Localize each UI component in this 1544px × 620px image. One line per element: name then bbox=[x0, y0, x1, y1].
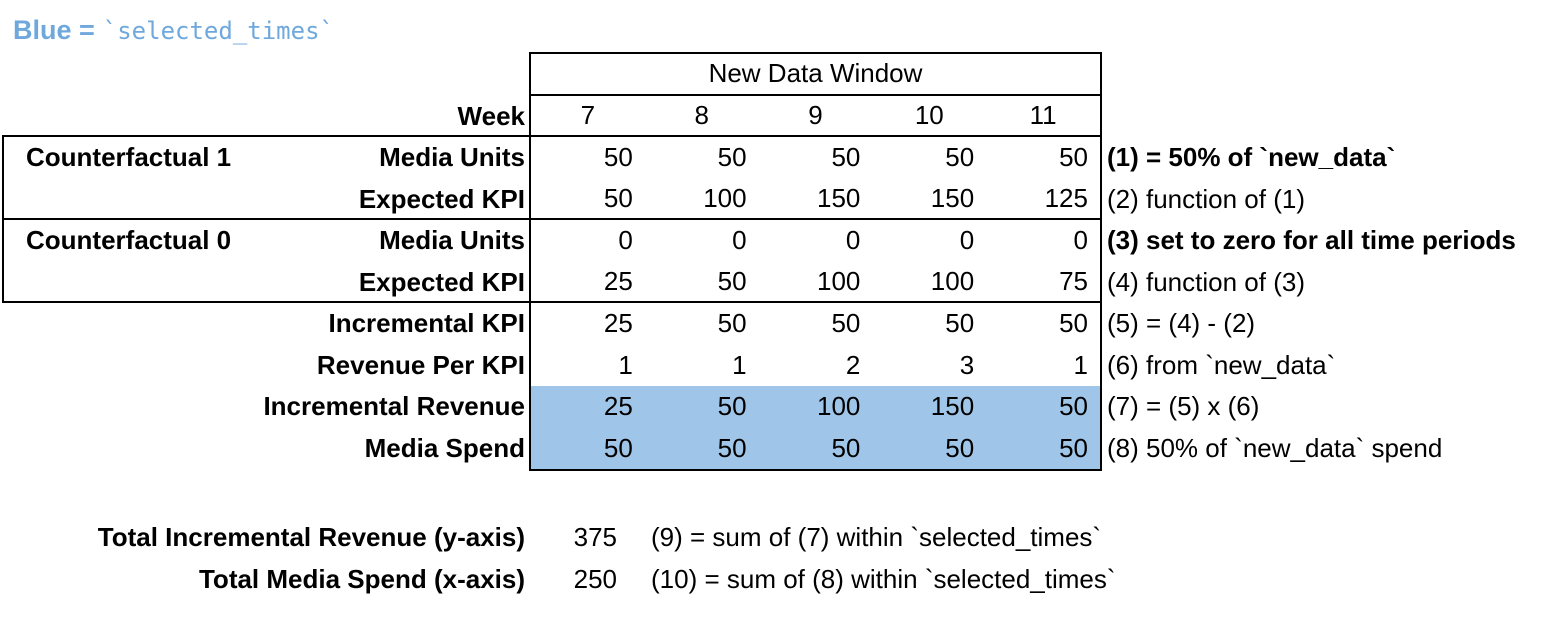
table-row-media-spend-highlighted bbox=[531, 428, 1100, 470]
table-cell: 0 bbox=[959, 225, 975, 256]
row-label-expected-kpi-cf1: Expected KPI bbox=[358, 183, 525, 214]
table-cell: 100 bbox=[703, 182, 747, 213]
annotation-6: (6) from `new_data` bbox=[1107, 349, 1336, 380]
legend bbox=[13, 12, 334, 48]
table-cell: 50 bbox=[603, 182, 633, 213]
table-cell: 0 bbox=[618, 225, 633, 256]
table-cell: 100 bbox=[930, 265, 975, 296]
table-row-media-units-cf0 bbox=[531, 220, 1100, 262]
table-cell: 0 bbox=[845, 225, 861, 256]
annotation-8: (8) 50% of `new_data` spend bbox=[1107, 432, 1443, 463]
table-cell: 0 bbox=[1073, 225, 1088, 256]
group-label-counterfactual-1: Counterfactual 1 bbox=[26, 142, 232, 172]
total-media-spend-label: Total Media Spend (x-axis) bbox=[198, 564, 525, 594]
table-cell: 125 bbox=[1044, 182, 1088, 213]
table-cell: 3 bbox=[959, 349, 975, 380]
row-label-incremental-revenue: Incremental Revenue bbox=[263, 391, 525, 421]
table-cell: 50 bbox=[945, 308, 975, 339]
table-cell: 50 bbox=[1059, 391, 1088, 422]
table-cell: 50 bbox=[831, 308, 861, 339]
table-row-expected-kpi-cf1 bbox=[531, 179, 1100, 221]
table-cell: 50 bbox=[603, 432, 633, 463]
row-label-expected-kpi-cf0: Expected KPI bbox=[358, 266, 525, 297]
table-cell: 50 bbox=[717, 391, 747, 422]
table-cell: 50 bbox=[1059, 432, 1088, 463]
row-label-week: Week bbox=[457, 100, 525, 131]
annotation-1: (1) = 50% of `new_data` bbox=[1107, 142, 1396, 172]
table-row-incremental-revenue-highlighted bbox=[531, 386, 1100, 428]
table-row-media-units-cf1 bbox=[531, 137, 1100, 179]
annotation-2: (2) function of (1) bbox=[1107, 183, 1305, 214]
new-data-window-label: New Data Window bbox=[708, 58, 923, 89]
total-incremental-revenue-label: Total Incremental Revenue (y-axis) bbox=[97, 522, 525, 552]
table-cell: 1 bbox=[1073, 349, 1088, 380]
table-cell: 50 bbox=[831, 432, 861, 463]
row-label-incremental-kpi: Incremental KPI bbox=[328, 308, 525, 338]
table-cell: 150 bbox=[930, 391, 975, 422]
table-cell: 1 bbox=[618, 349, 633, 380]
week-cell: 7 bbox=[580, 99, 596, 130]
table-row-weeks bbox=[531, 96, 1100, 138]
table-cell: 1 bbox=[732, 349, 747, 380]
table-cell: 50 bbox=[945, 432, 975, 463]
table-cell: 25 bbox=[603, 265, 633, 296]
table-cell: 150 bbox=[817, 182, 861, 213]
table-cell: 150 bbox=[930, 182, 975, 213]
annotation-5: (5) = (4) - (2) bbox=[1107, 308, 1256, 338]
table-cell: 50 bbox=[717, 432, 747, 463]
table-cell: 50 bbox=[1059, 308, 1088, 339]
annotation-4: (4) function of (3) bbox=[1107, 266, 1305, 297]
week-cell: 11 bbox=[1029, 99, 1057, 130]
table-cell: 50 bbox=[1059, 142, 1088, 173]
table-cell: 25 bbox=[603, 308, 633, 339]
annotation-10: (10) = sum of (8) within `selected_times` bbox=[651, 564, 1116, 594]
table-row-incremental-kpi bbox=[531, 303, 1100, 345]
annotation-9: (9) = sum of (7) within `selected_times` bbox=[651, 522, 1102, 552]
table-cell: 25 bbox=[603, 391, 633, 422]
table-row-revenue-per-kpi bbox=[531, 345, 1100, 387]
table-cell: 50 bbox=[945, 142, 975, 173]
row-label-media-units-cf0: Media Units bbox=[379, 225, 525, 255]
total-incremental-revenue-value: 375 bbox=[573, 522, 617, 552]
data-table bbox=[529, 52, 1102, 471]
table-cell: 75 bbox=[1059, 265, 1088, 296]
table-cell: 50 bbox=[717, 142, 747, 173]
week-cell: 10 bbox=[914, 99, 944, 130]
group-label-counterfactual-0: Counterfactual 0 bbox=[26, 225, 232, 255]
week-cell: 9 bbox=[808, 99, 823, 130]
table-cell: 2 bbox=[845, 349, 861, 380]
table-cell: 50 bbox=[717, 308, 747, 339]
table-cell: 50 bbox=[603, 142, 633, 173]
table-cell: 100 bbox=[817, 391, 861, 422]
table-cell: 0 bbox=[732, 225, 747, 256]
table-cell: 100 bbox=[817, 265, 861, 296]
week-cell: 8 bbox=[694, 99, 709, 130]
table-row-expected-kpi-cf0 bbox=[531, 262, 1100, 304]
total-media-spend-value: 250 bbox=[573, 564, 617, 594]
legend-blue-label: Blue = bbox=[13, 15, 95, 45]
table-header-new-data-window bbox=[531, 54, 1100, 96]
table-cell: 50 bbox=[717, 265, 747, 296]
row-label-revenue-per-kpi: Revenue Per KPI bbox=[316, 349, 525, 380]
row-label-media-spend: Media Spend bbox=[364, 432, 525, 463]
annotation-7: (7) = (5) x (6) bbox=[1107, 391, 1260, 421]
annotation-3: (3) set to zero for all time periods bbox=[1107, 225, 1516, 255]
row-label-media-units-cf1: Media Units bbox=[379, 142, 525, 172]
legend-code: `selected_times` bbox=[102, 17, 334, 45]
table-cell: 50 bbox=[831, 142, 861, 173]
